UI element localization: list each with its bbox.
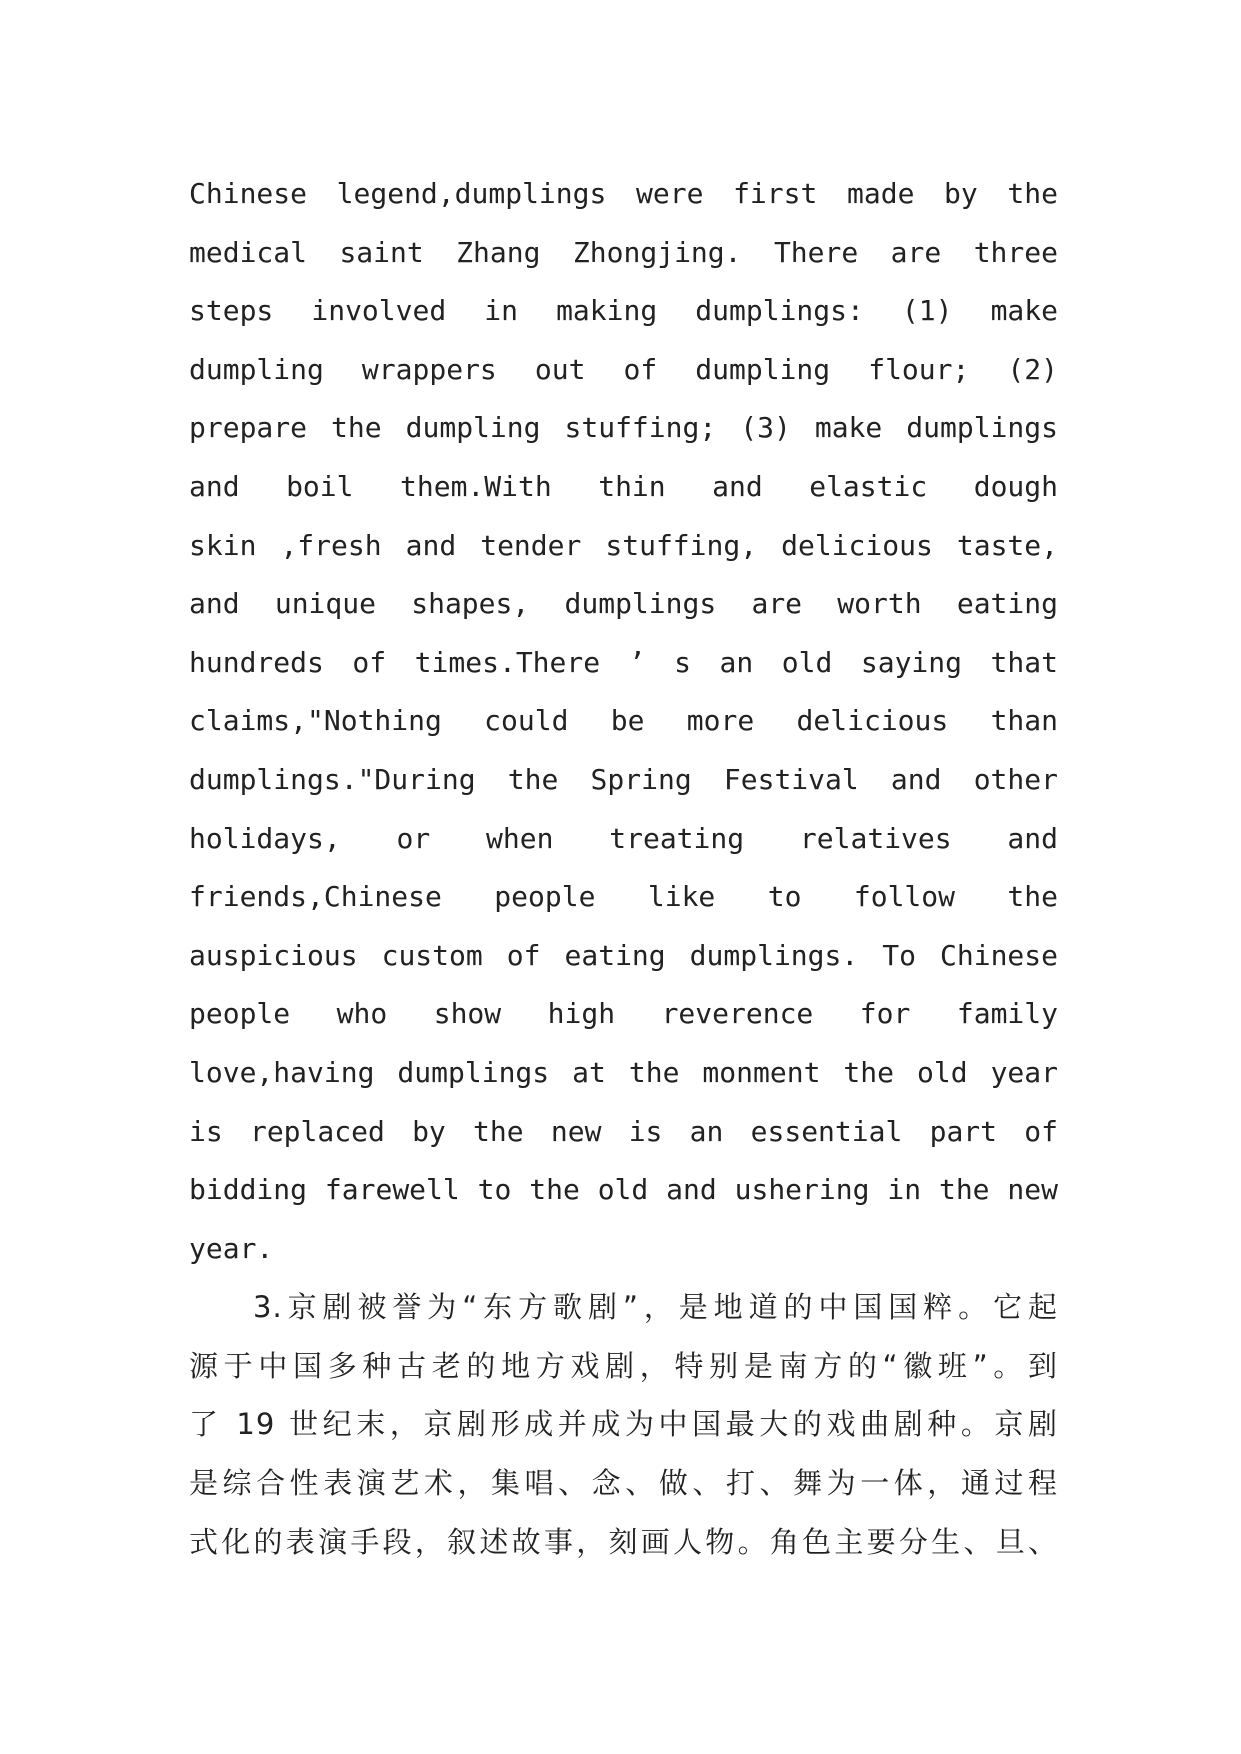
text-line: hundreds of times.There ’ s an old saying that [189, 645, 1058, 679]
chinese-paragraph-line: 了 19 世纪末，京剧形成并成为中国最大的戏曲剧种。京剧 [189, 1407, 1058, 1442]
text-line: steps involved in making dumplings: (1) make [189, 294, 1058, 328]
body-text [189, 165, 1058, 1571]
chinese-paragraph-line: 是综合性表演艺术，集唱、念、做、打、舞为一体，通过程 [189, 1466, 1058, 1501]
text-line: auspicious custom of eating dumplings. To Chinese [189, 938, 1058, 972]
text-line: Chinese legend,dumplings were first made by the [189, 177, 1058, 210]
text-line: bidding farewell to the old and ushering in the new [189, 1173, 1058, 1207]
chinese-paragraph-line: 式化的表演手段，叙述故事，刻画人物。角色主要分生、旦、 [189, 1524, 1058, 1559]
text-line: prepare the dumpling stuffing; (3) make dumplings [189, 411, 1058, 445]
text-line: dumpling wrappers out of dumpling flour; (2) [189, 352, 1058, 386]
text-line: claims,"Nothing could be more delicious than [189, 704, 1058, 738]
text-line: friends,Chinese people like to follow the [189, 880, 1058, 914]
chinese-paragraph-line: 3.京剧被誉为“东方歌剧”，是地道的中国国粹。它起 [253, 1290, 1058, 1325]
text-line: love,having dumplings at the monment the old year [189, 1055, 1058, 1089]
text-line: dumplings."During the Spring Festival and other [189, 762, 1058, 796]
text-line: holidays, or when treating relatives and [189, 821, 1058, 855]
text-line: and unique shapes, dumplings are worth eating [189, 587, 1058, 621]
text-line: people who show high reverence for family [189, 997, 1058, 1031]
text-line: year. [189, 1231, 274, 1265]
text-line: and boil them.With thin and elastic dough [189, 469, 1058, 503]
text-line: medical saint Zhang Zhongjing. There are three [189, 235, 1058, 269]
chinese-paragraph-line: 源于中国多种古老的地方戏剧，特别是南方的“徽班”。到 [189, 1348, 1058, 1383]
text-line: skin ,fresh and tender stuffing, delicious taste, [189, 528, 1058, 562]
text-line: is replaced by the new is an essential part of [189, 1114, 1058, 1148]
